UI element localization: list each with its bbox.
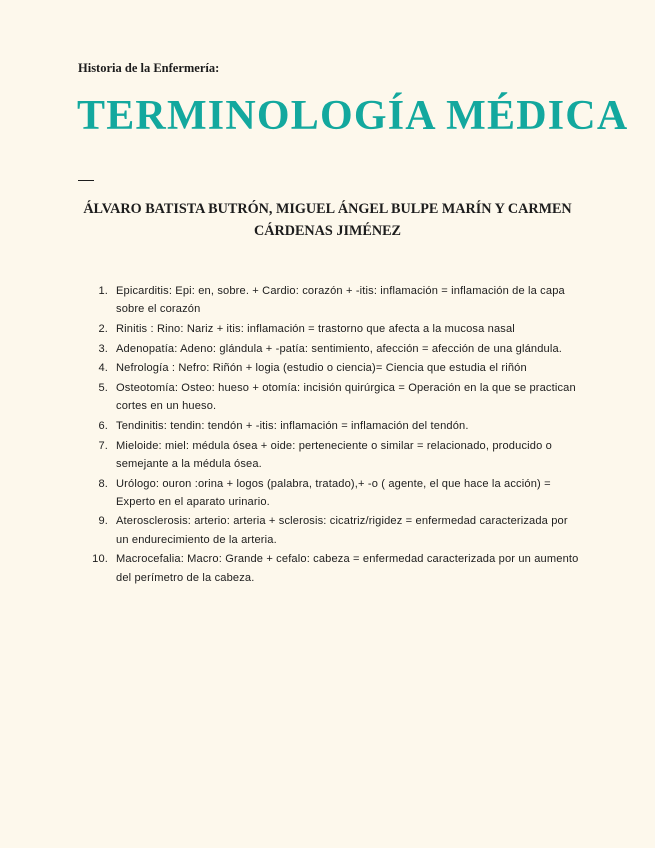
authors-line: ÁLVARO BATISTA BUTRÓN, MIGUEL ÁNGEL BULPE MARÍN Y CARMEN CÁRDENAS JIMÉNEZ — [83, 201, 572, 239]
list-item-number: 2. — [98, 322, 108, 335]
list-item-text: Adenopatía: Adeno: glándula + -patía: sentimiento, afección = afección de una glándula. — [116, 342, 563, 355]
list-item-number: 3. — [98, 342, 108, 355]
list-item-text: Macrocefalia: Macro: Grande + cefalo: cabeza = enfermedad caracterizada por un aumento del perímetro de la cabeza. — [116, 553, 579, 584]
document-title: TERMINOLOGÍA MÉDICA — [77, 93, 629, 139]
terminology-list — [88, 282, 583, 588]
list-item — [88, 512, 583, 548]
list-item-number: 4. — [98, 362, 108, 375]
list-item — [88, 379, 583, 415]
list-item-text: Tendinitis: tendin: tendón + -itis: inflamación = inflamación del tendón. — [116, 419, 469, 432]
list-item — [88, 550, 583, 586]
list-item-text: Nefrología : Nefro: Riñón + logia (estudio o ciencia)= Ciencia que estudia el riñón — [116, 362, 527, 375]
document-subtitle: Historia de la Enfermería: — [78, 61, 220, 75]
list-item — [88, 475, 583, 511]
list-item-number: 1. — [98, 285, 108, 297]
list-item — [88, 359, 583, 377]
list-item-text: Osteotomía: Osteo: hueso + otomía: incisión quirúrgica = Operación en la que se practican cortes en un hueso. — [116, 382, 576, 413]
list-item-number: 10. — [92, 553, 108, 566]
list-item-text: Mieloide: miel: médula ósea + oide: perteneciente o similar = relacionado, producido o semejante a la médula ósea. — [116, 439, 552, 470]
list-item-number: 6. — [98, 419, 108, 432]
list-item — [88, 340, 583, 358]
list-item-number: 5. — [98, 382, 108, 395]
list-item-text: Aterosclerosis: arterio: arteria + sclerosis: cicatriz/rigidez = enfermedad caracterizada por un endurecimiento de la arteria. — [116, 515, 568, 546]
list-item-number: 8. — [98, 477, 108, 490]
list-item — [88, 282, 583, 318]
title-divider — [78, 180, 94, 181]
list-item — [88, 320, 583, 338]
list-item — [88, 417, 583, 435]
list-item — [88, 437, 583, 473]
list-item-text: Epicarditis: Epi: en, sobre. + Cardio: corazón + -itis: inflamación = inflamación de la capa sobre el corazón — [116, 285, 565, 316]
list-item-text: Rinitis : Rino: Nariz + itis: inflamación = trastorno que afecta a la mucosa nasal — [116, 322, 515, 335]
list-item-number: 9. — [98, 515, 108, 528]
list-item-text: Urólogo: ouron :orina + logos (palabra, tratado),+ -o ( agente, el que hace la acción) = Experto en el aparato urinario. — [116, 477, 551, 508]
list-item-number: 7. — [98, 439, 108, 452]
